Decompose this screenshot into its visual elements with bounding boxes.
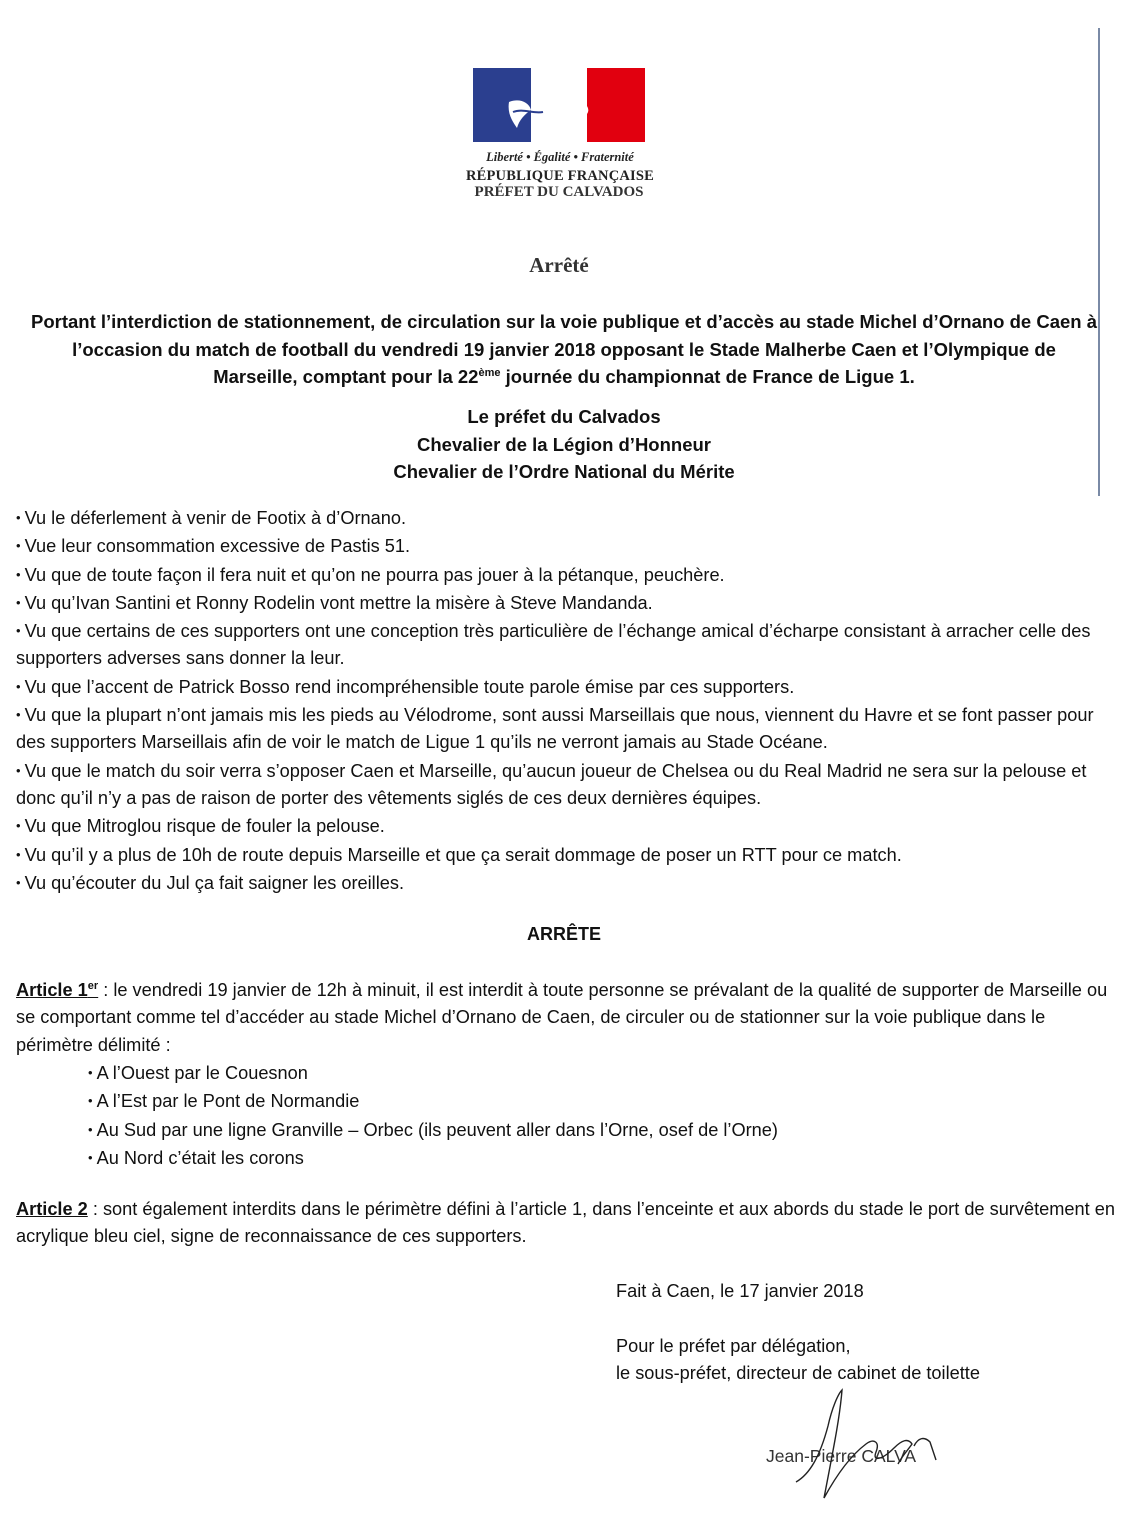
arrete-heading: ARRÊTE [526, 924, 601, 944]
considerant-item: • Vu que Mitroglou risque de fouler la pelouse. [16, 816, 385, 837]
prefet-title-line: Chevalier de l’Ordre National du Mérite [393, 461, 735, 482]
article-2: Article 2 : sont également interdits dans le périmètre défini à l’article 1, dans l’enceinte et aux abords du stade le port de survêtement en acrylique bleu ciel, signe de reconnaissance de ces supporters. [16, 1199, 1115, 1247]
considerant-item: • Vu que certains de ces supporters ont une conception très particulière de l’échange amical d’écharpe consistant à arracher celle des supporters adverses sans donner la leur. [16, 621, 1091, 669]
delegation-line: le sous-préfet, directeur de cabinet de toilette [616, 1363, 980, 1384]
perimetre-item: • A l’Ouest par le Couesnon [88, 1063, 308, 1083]
article-2-label: Article 2 [16, 1199, 88, 1219]
considerant-item: • Vu qu’il y a plus de 10h de route depuis Marseille et que ça serait dommage de poser un RTT pour ce match. [16, 844, 902, 865]
republique-francaise-label: RÉPUBLIQUE FRANÇAISE [465, 168, 655, 184]
signatory-name: Jean-Pierre CALVA [766, 1446, 917, 1466]
considerant-item: • Vu que de toute façon il fera nuit et qu’on ne pourra pas jouer à la pétanque, peuchère. [16, 564, 725, 585]
perimetre-item: • A l’Est par le Pont de Normandie [88, 1091, 360, 1112]
considerant-item: • Vu qu’écouter du Jul ça fait saigner les oreilles. [16, 872, 405, 893]
page-edge-line [1098, 28, 1100, 496]
considerant-item: • Vue leur consommation excessive de Pastis 51. [16, 536, 411, 557]
prefet-title-line: Le préfet du Calvados [467, 406, 661, 427]
delegation-line: Pour le préfet par délégation, [616, 1336, 851, 1356]
handwritten-signature-icon [790, 1386, 960, 1504]
considerant-item: • Vu que l’accent de Patrick Bosso rend incompréhensible toute parole émise par ces supporters. [16, 676, 795, 697]
prefecture-label: PRÉFET DU CALVADOS [474, 184, 644, 200]
prefet-title-line: Chevalier de la Légion d’Honneur [417, 433, 711, 455]
fait-a-line: Fait à Caen, le 17 janvier 2018 [616, 1281, 864, 1301]
marianne-logo-icon [473, 68, 645, 142]
document-subject: Portant l’interdiction de stationnement, de circulation sur la voie publique et d’accès au stade Michel d’Ornano de Caen à l’occasion du match de football du vendredi 19 janvier 2018 opposant le Stade Malherbe Caen et l’Olympique de Marseille, comptant pour la 22ème journée du championnat de France de Ligue 1. [30, 311, 1098, 387]
article-1-label: Article 1er [16, 979, 99, 1000]
delegation-block [616, 1333, 1096, 1388]
considerant-item: • Vu que le match du soir verra s’opposer Caen et Marseille, qu’aucun joueur de Chelsea ou du Real Madrid ne sera sur la pelouse et donc qu’il n’y a pas de raison de porter des vêtements siglés de ces deux dernières équipes. [16, 760, 1087, 808]
considerant-item: • Vu que la plupart n’ont jamais mis les pieds au Vélodrome, sont aussi Marseillais que nous, viennent du Havre et se font passer pour des supporters Marseillais afin de voir le match de Ligue 1 qu’ils ne verront jamais au Stade Océane. [16, 705, 1094, 753]
perimetre-item: • Au Nord c’était les corons [88, 1147, 304, 1168]
document-title: Arrêté [529, 253, 589, 277]
republique-motto: Liberté • Égalité • Fraternité [486, 150, 634, 164]
article-1: Article 1er : le vendredi 19 janvier de 12h à minuit, il est interdit à toute personne se prévalant de la qualité de supporter de Marseille ou se comportant comme tel d’accéder au stade Michel d’Ornano de Caen, de circuler ou de stationner sur la voie publique dans le périmètre délimité : [16, 979, 1108, 1055]
considerant-item: • Vu le déferlement à venir de Footix à d’Ornano. [16, 508, 407, 528]
prefet-titles [200, 403, 928, 486]
perimetre-item: • Au Sud par une ligne Granville – Orbec (ils peuvent aller dans l’Orne, osef de l’Orne) [88, 1119, 778, 1140]
considerant-item: • Vu qu’Ivan Santini et Ronny Rodelin vont mettre la misère à Steve Mandanda. [16, 592, 653, 613]
considerants-list [16, 504, 1116, 897]
perimetre-list [88, 1059, 1088, 1172]
